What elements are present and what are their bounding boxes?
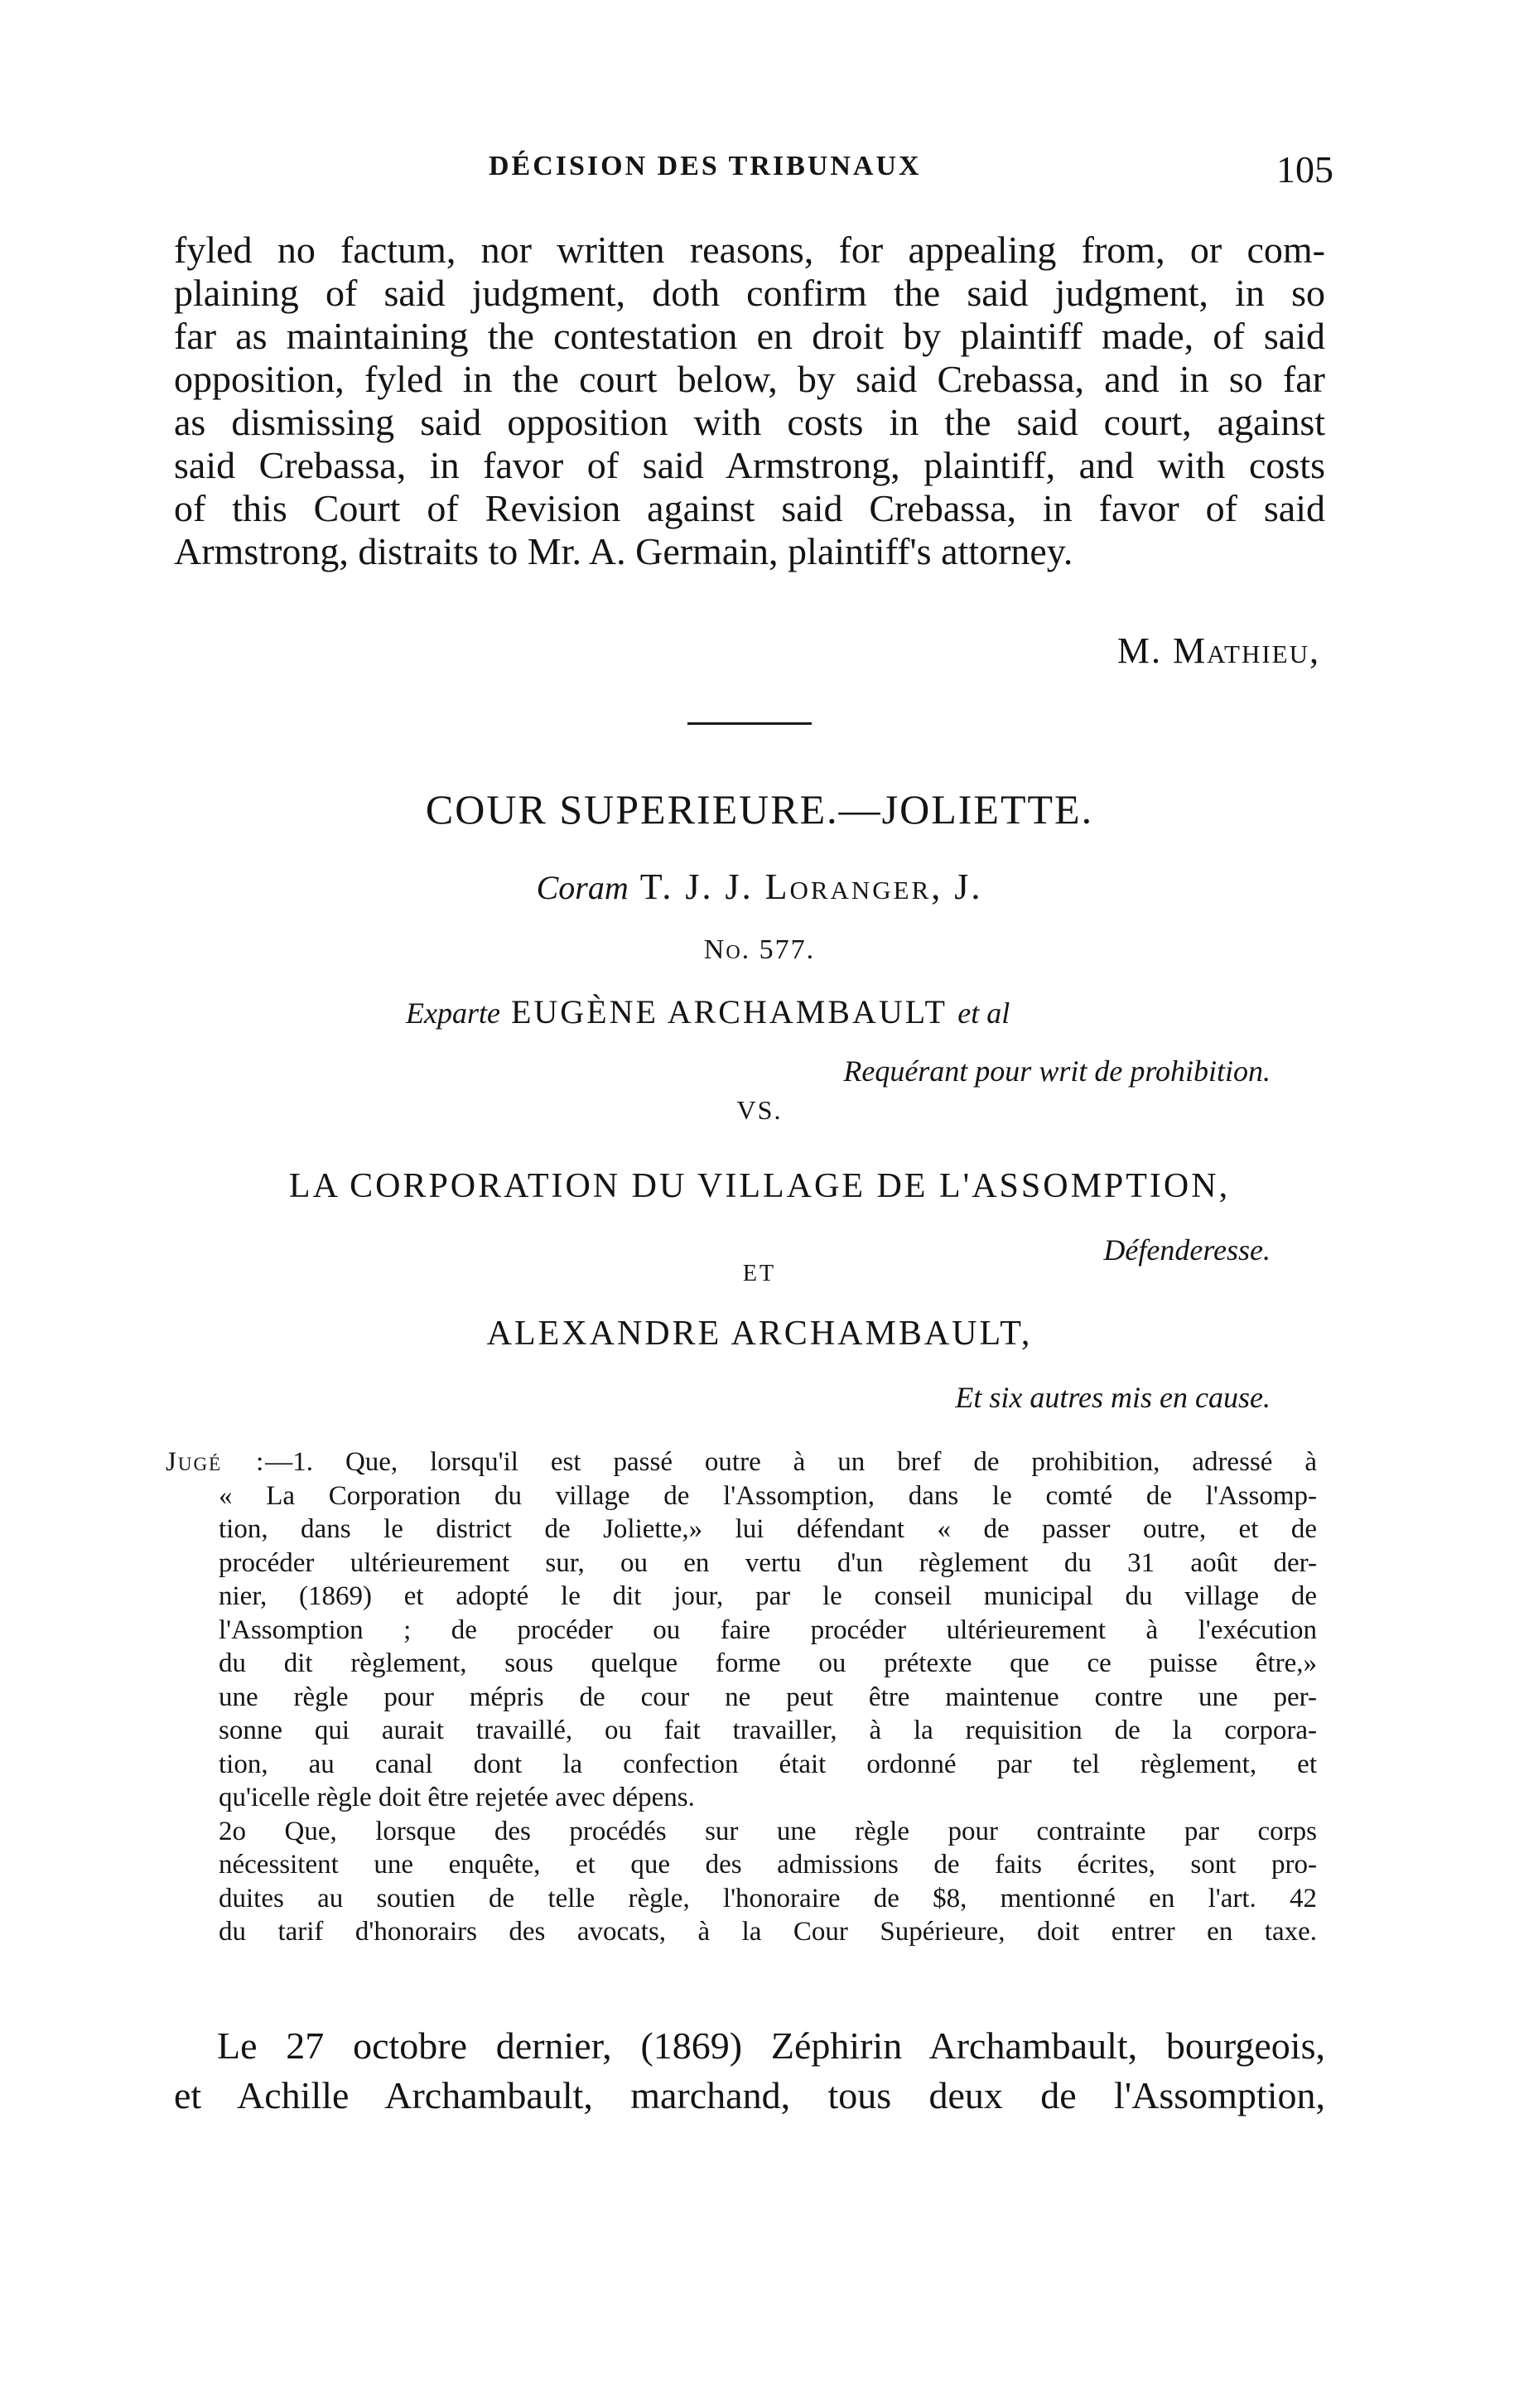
headnote-line: nier, (1869) et adopté le dit jour, par le conseil municipal du village de [219,1581,1317,1611]
signature: M. Mathieu, [1116,630,1320,671]
petitioner-suffix: et al [957,996,1010,1030]
headnote-line: qu'icelle règle doit être rejetée avec dépens. [219,1783,695,1812]
headnote-line: l'Assomption ; de procéder ou faire procéder ultérieurement à l'exécution [219,1614,1317,1645]
headnote-line: tion, au canal dont la confection était ordonné par tel règlement, et [219,1749,1317,1779]
headnote-line: du tarif d'honorairs des avocats, à la Cour Supérieure, doit entrer en taxe. [219,1917,1317,1947]
paragraph-line: fyled no factum, nor written reasons, for appealing from, or com- [174,229,1325,271]
headnote-line: sonne qui aurait travaillé, ou fait travailler, à la requisition de la corpora- [219,1716,1317,1745]
paragraph-line: opposition, fyled in the court below, by said Crebassa, and in so far [174,358,1325,400]
paragraph-line: said Crebassa, in favor of said Armstrong, plaintiff, and with costs [174,444,1325,486]
headnote-line: « La Corporation du village de l'Assomption, dans le comté de l'Assomp- [219,1480,1317,1511]
petitioner-role: Requérant pour writ de prohibition. [843,1054,1271,1088]
defendant-name: LA CORPORATION DU VILLAGE DE L'ASSOMPTION, [288,1167,1231,1205]
paragraph-line: Armstrong, distraits to Mr. A. Germain, plaintiff's attorney. [174,530,1073,572]
petitioner-line [406,992,1010,1031]
case-number: No. 577. [703,934,816,965]
paragraph-line: plaining of said judgment, doth confirm the said judgment, in so [174,272,1325,314]
headnote-line: Jugé :—1. Que, lorsqu'il est passé outre à un bref de prohibition, adressé à [166,1447,1318,1477]
page-header [174,147,1333,197]
top-paragraph [174,229,1325,573]
conjunction-et: ET [742,1261,777,1286]
paragraph-line: far as maintaining the contestation en droit by plaintiff made, of said [174,315,1325,357]
petitioner-name: EUGÈNE ARCHAMBAULT [510,993,948,1030]
paragraph-line: et Achille Archambault, marchand, tous deux de l'Assomption, [174,2074,1325,2116]
mis-en-cause-name: ALEXANDRE ARCHAMBAULT, [486,1315,1033,1353]
headnote-line: nécessitent une enquête, et que des admissions de faits écrites, sont pro- [219,1850,1317,1880]
page-number: 105 [1276,148,1333,191]
headnote-line: 2o Que, lorsque des procédés sur une règle pour contrainte par corps [219,1816,1317,1846]
coram-judge: T. J. J. Loranger, J. [639,866,983,907]
paragraph-line: Le 27 octobre dernier, (1869) Zéphirin Archambault, bourgeois, [217,2024,1325,2067]
running-head: DÉCISION DES TRIBUNAUX [489,151,922,181]
headnote-line: procéder ultérieurement sur, ou en vertu d'un règlement du 31 août der- [219,1547,1317,1578]
headnote-line: du dit règlement, sous quelque forme ou prétexte que ce puisse être,» [219,1648,1317,1678]
petitioner-prefix: Exparte [406,996,500,1030]
headnote [166,1445,1317,1949]
paragraph-line: of this Court of Revision against said Crebassa, in favor of said [174,487,1325,529]
headnote-line: duites au soutien de telle règle, l'honoraire de $8, mentionné en l'art. 42 [219,1883,1317,1913]
section-divider [687,722,812,725]
defendant-role: Défenderesse. [1103,1233,1271,1267]
court-title: COUR SUPERIEURE.—JOLIETTE. [425,786,1094,832]
headnote-lead: Jugé : [166,1447,266,1477]
coram-prefix: Coram [536,869,629,906]
versus: VS. [736,1095,783,1125]
coram-line [0,866,1519,908]
bottom-paragraph [174,2021,1325,2121]
mis-en-cause-role: Et six autres mis en cause. [955,1381,1271,1414]
headnote-line: une règle pour mépris de cour ne peut être maintenue contre une per- [219,1682,1317,1712]
paragraph-line: as dismissing said opposition with costs in the said court, against [174,401,1325,443]
headnote-line: tion, dans le district de Joliette,» lui défendant « de passer outre, et de [219,1514,1317,1544]
